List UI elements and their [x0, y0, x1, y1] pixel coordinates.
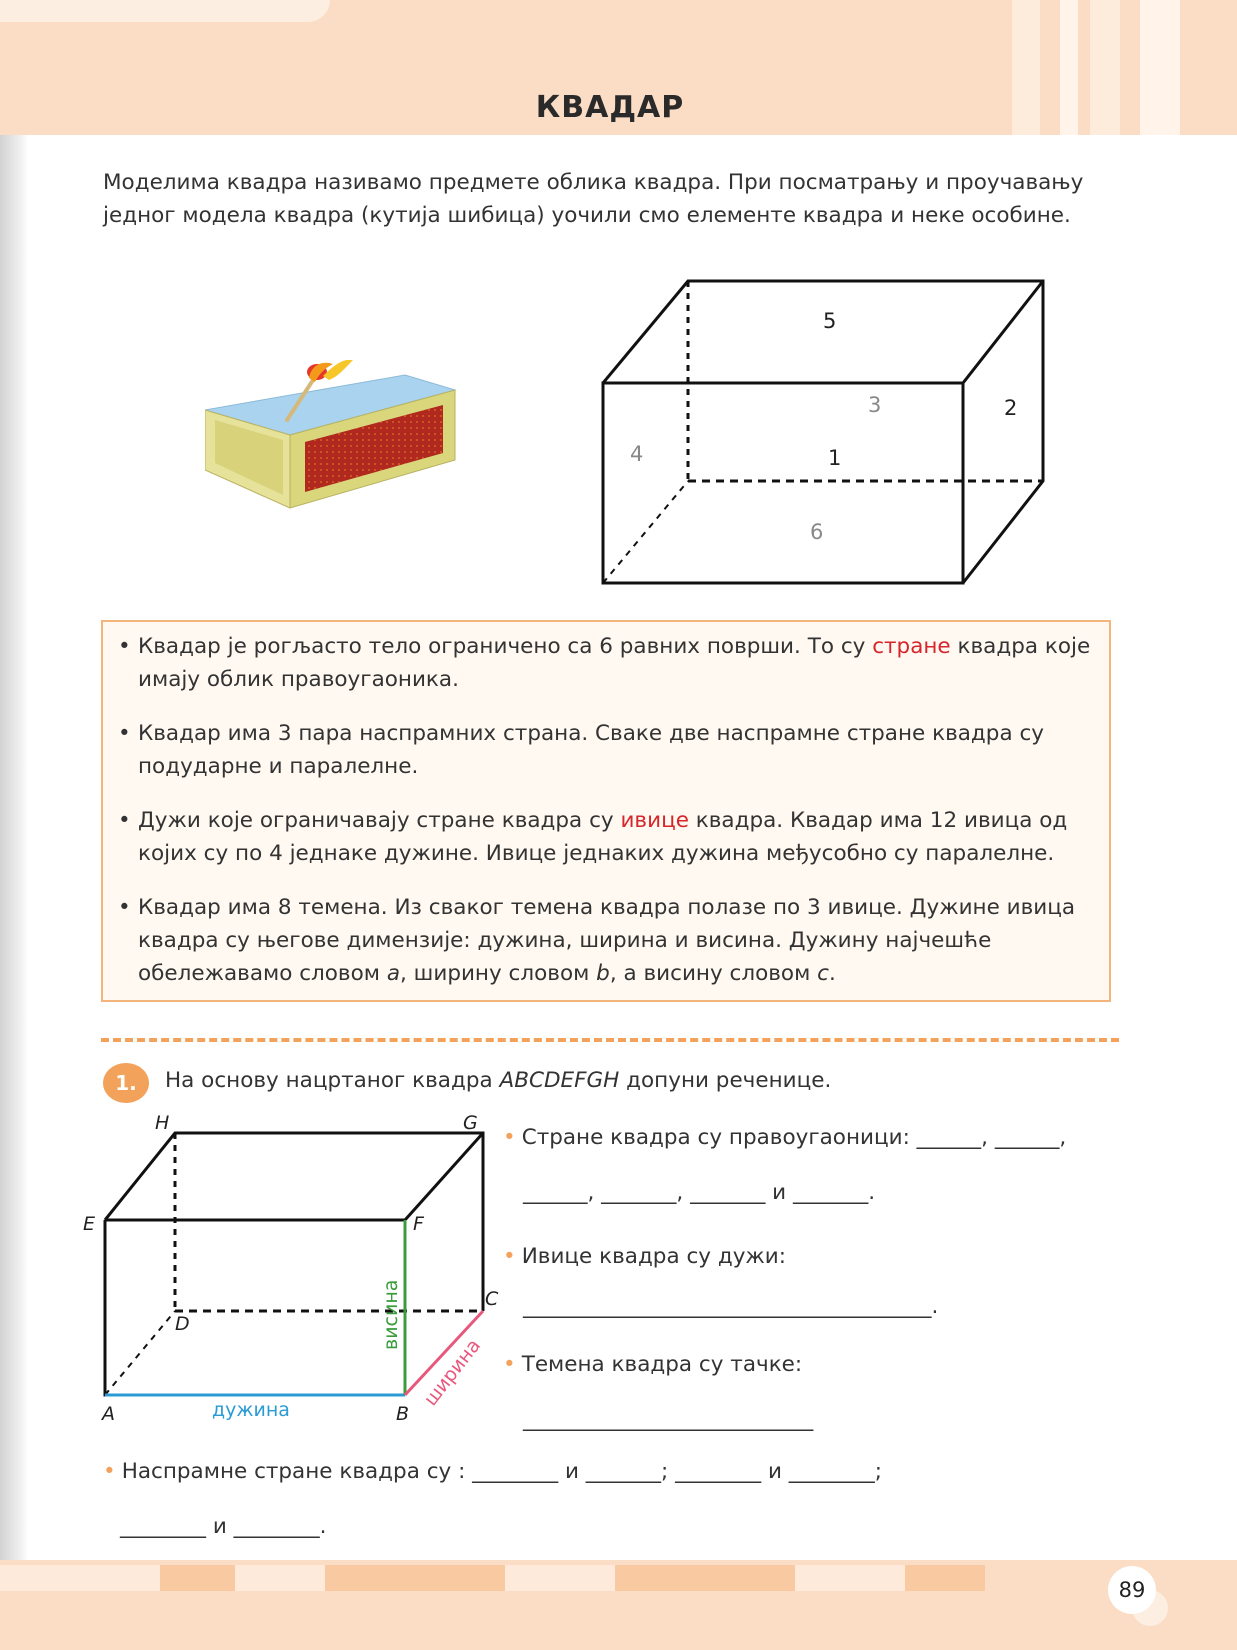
bottom-stripe	[615, 1565, 795, 1591]
vertex-b: B	[396, 1403, 410, 1425]
vertex-a: A	[102, 1403, 115, 1425]
label-length: дужина	[212, 1399, 290, 1421]
face-label-6: 6	[810, 520, 824, 544]
intro-paragraph: Моделима квадра називамо предмете облика квадра. При посматрању и проучавању једног модела квадра (кутија шибица) уочили смо елементе квадра и неке особине.	[103, 170, 1084, 228]
face-label-2: 2	[1004, 396, 1018, 420]
cuboid-faces-diagram	[598, 275, 1058, 595]
cuboid-abcdefgh-diagram	[80, 1105, 510, 1425]
vertex-c: C	[485, 1288, 499, 1310]
property-item: • Квадар има 3 пара наспрамних страна. Сваке две наспрамне стране квадра су подударне и паралелне.	[113, 717, 1091, 783]
top-band-highlight	[0, 0, 330, 22]
bottom-stripe	[505, 1565, 615, 1591]
fill-vertices-line: ___________________________	[523, 1407, 814, 1432]
cuboid-visible-edge	[963, 281, 1043, 383]
bottom-stripe	[325, 1565, 505, 1591]
vertex-f: F	[413, 1213, 424, 1235]
fill-vertices-prompt: • Темена квадра су тачке:	[503, 1352, 803, 1377]
vertex-h: H	[155, 1112, 170, 1134]
exercise-instruction: На основу нацртаног квадра ABCDEFGH допуни реченице.	[165, 1068, 832, 1093]
fill-opposite-faces-line2: ________ и ________.	[120, 1514, 327, 1539]
face-label-4: 4	[630, 442, 644, 466]
label-width: ширина	[419, 1334, 486, 1411]
vertex-d: D	[175, 1313, 190, 1335]
property-item: • Дужи које ограничавају стране квадра су ивице квадра. Квадар има 12 ивица од којих су по 4 једнаке дужине. Ивице једнаких дужина међусобно су паралелне.	[113, 804, 1091, 870]
page-number: 89	[1108, 1566, 1156, 1614]
bottom-stripe	[905, 1565, 985, 1591]
bottom-stripe	[160, 1565, 235, 1591]
property-item: • Квадар има 8 темена. Из сваког темена квадра полазе по 3 ивице. Дужине ивица квадра су његове димензије: дужина, ширина и висина. Дужину најчешће обележавамо словом a, ширину словом b, а висину словом c.	[113, 891, 1091, 990]
vertex-g: G	[463, 1112, 478, 1134]
term-highlight: стране	[872, 634, 951, 659]
label-height: висина	[380, 1279, 402, 1350]
fill-edges-line: ______________________________________.	[523, 1294, 939, 1319]
cuboid-hidden-edge	[603, 481, 688, 583]
matchbox-illustration	[205, 360, 465, 520]
fill-opposite-faces-line1: • Наспрамне стране квадра су : ________ и _______; ________ и ________;	[103, 1459, 883, 1484]
face-label-3: 3	[868, 393, 882, 417]
face-label-1: 1	[828, 446, 842, 470]
property-item: • Квадар је рогљасто тело ограничено са 6 равних површи. То су стране квадра које имају облик правоугаоника.	[113, 630, 1091, 696]
bottom-stripe	[235, 1565, 325, 1591]
exercise-number-badge: 1.	[103, 1063, 149, 1103]
bottom-stripe	[795, 1565, 905, 1591]
properties-list	[103, 622, 1109, 990]
fill-faces-line1: • Стране квадра су правоугаоници: ______, ______,	[503, 1125, 1067, 1150]
cuboid-front-face	[603, 383, 963, 583]
fill-edges-prompt: • Ивице квадра су дужи:	[503, 1244, 787, 1269]
face-label-5: 5	[823, 309, 837, 333]
hidden-edge	[105, 1311, 175, 1395]
fill-faces-line2: ______, _______, _______ и _______.	[523, 1180, 876, 1205]
section-divider	[101, 1038, 1119, 1042]
bottom-stripe	[0, 1565, 160, 1591]
page-title: КВАДАР	[535, 90, 685, 125]
properties-box	[101, 620, 1111, 1002]
term-highlight: ивице	[620, 808, 689, 833]
vertex-e: E	[83, 1213, 96, 1235]
binding-shadow	[0, 135, 28, 1560]
